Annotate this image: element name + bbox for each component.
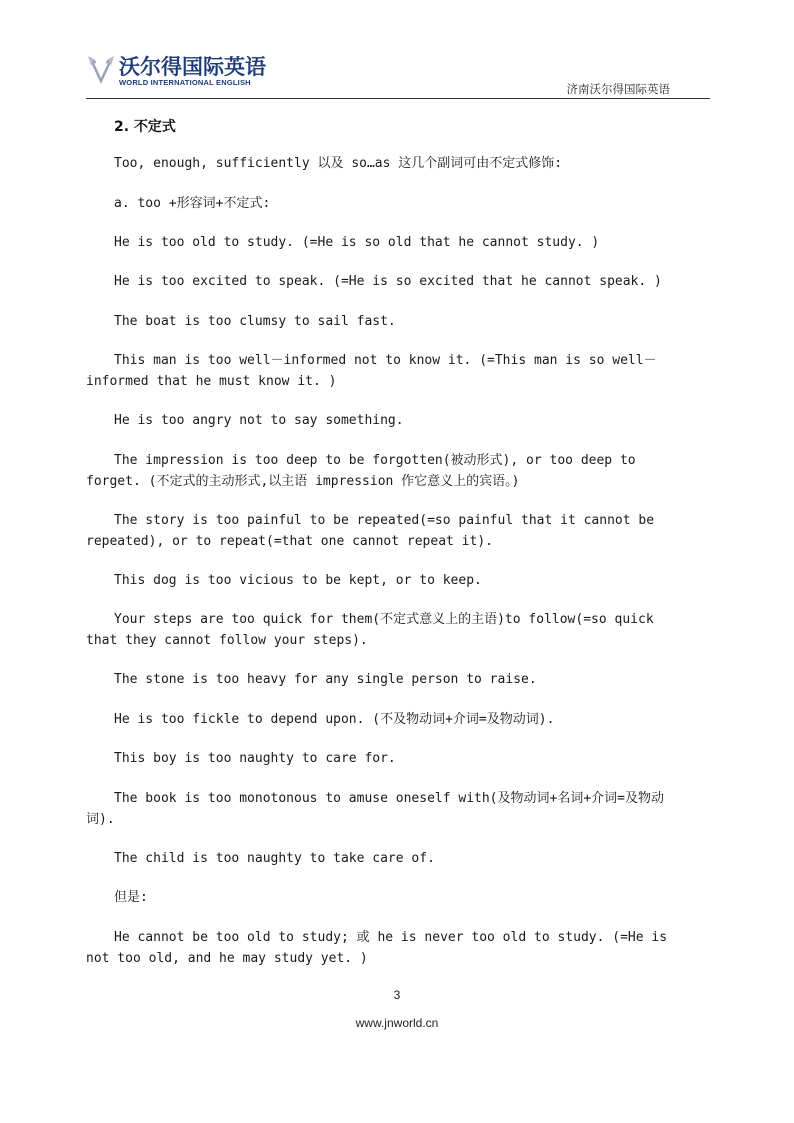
logo-chinese-text: 沃尔得国际英语 — [119, 55, 266, 79]
footer-url: www.jnworld.cn — [355, 1016, 439, 1030]
paragraph: He is too excited to speak. (=He is so excited that he cannot speak. ) — [114, 274, 662, 289]
section-title: 2. 不定式 — [114, 119, 176, 135]
paragraph: He is too old to study. (=He is so old that he cannot study. ) — [114, 235, 600, 250]
paragraph: He is too fickle to depend upon. (不及物动词+介词=及物动词). — [114, 712, 555, 727]
paragraph: He cannot be too old to study; 或 he is never too old to study. (=He is not too old, and he may study yet. ) — [86, 930, 668, 966]
paragraph: This dog is too vicious to be kept, or to keep. — [114, 573, 482, 588]
paragraph: The impression is too deep to be forgotten(被动形式), or too deep to forget. (不定式的主动形式,以主语 impression 作它意义上的宾语。) — [86, 453, 636, 489]
page-header — [86, 52, 710, 100]
paragraph: 但是: — [114, 890, 148, 905]
paragraph: This boy is too naughty to care for. — [114, 751, 396, 766]
paragraph: The stone is too heavy for any single person to raise. — [114, 672, 537, 687]
paragraph: Your steps are too quick for them(不定式意义上的主语)to follow(=so quick that they cannot follow your steps). — [86, 612, 654, 648]
logo — [86, 52, 276, 92]
paragraph: a. too +形容词+不定式: — [114, 196, 271, 211]
paragraph: The child is too naughty to take care of. — [114, 851, 435, 866]
page-number: 3 — [393, 988, 401, 1002]
logo-english-text: WORLD INTERNATIONAL ENGLISH — [119, 78, 251, 87]
paragraph: This man is too well－informed not to know it. (=This man is so well－informed that he must know it. ) — [86, 353, 657, 389]
paragraph: The book is too monotonous to amuse oneself with(及物动词+名词+介词=及物动词). — [86, 791, 664, 827]
paragraph: The boat is too clumsy to sail fast. — [114, 314, 396, 329]
header-school-name: 济南沃尔得国际英语 — [566, 82, 670, 96]
paragraph: Too, enough, sufficiently 以及 so…as 这几个副词可由不定式修饰: — [114, 156, 563, 171]
logo-wings-icon — [86, 54, 116, 88]
header-divider — [86, 98, 710, 99]
paragraph: The story is too painful to be repeated(=so painful that it cannot be repeated), or to repeat(=that one cannot repeat it). — [86, 513, 655, 549]
paragraph: He is too angry not to say something. — [114, 413, 404, 428]
